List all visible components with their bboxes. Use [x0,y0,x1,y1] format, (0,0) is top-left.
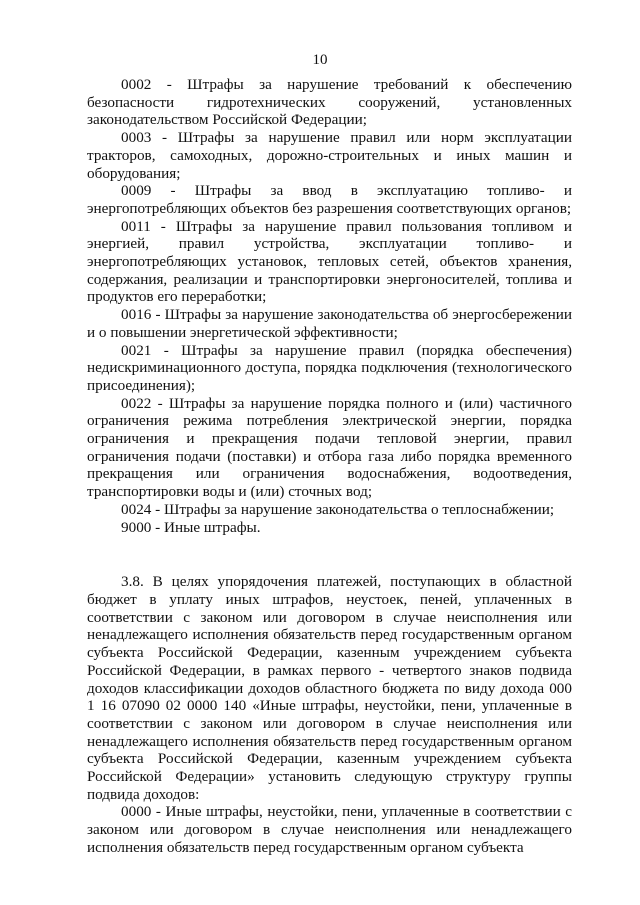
document-body [87,76,572,857]
page-number: 10 [312,52,328,68]
item-0002: 0002 - Штрафы за нарушение требований к обеспечению безопасности гидротехнических сооружений, установленных законодательством Российской Федерации; [87,76,572,129]
item-0000: 0000 - Иные штрафы, неустойки, пени, уплаченные в соответствии с законом или договором в случае неисполнения или ненадлежащего исполнения обязательств перед государственным органом субъекта [87,803,572,856]
item-0021: 0021 - Штрафы за нарушение правил (порядка обеспечения) недискриминационного доступа, порядка подключения (технологического присоединения); [87,341,572,394]
item-0024: 0024 - Штрафы за нарушение законодательства о теплоснабжении; [121,500,555,518]
item-0011: 0011 - Штрафы за нарушение правил пользования топливом и энергией, правил устройства, эксплуатации топливо- и энергопотребляющих установок, тепловых сетей, объектов хранения, содержания, реализации и транспортировки энергоносителей, топлива и продуктов его переработки; [87,217,572,306]
item-0022: 0022 - Штрафы за нарушение порядка полного и (или) частичного ограничения режима потребления электрической энергии, порядка ограничения и прекращения подачи тепловой энергии, правил ограничения подачи (поставки) и отбора газа либо порядка временного прекращения или ограничения водоснабжения, водоотведения, транспортировки воды и (или) сточных вод; [87,394,572,501]
item-9000: 9000 - Иные штрафы. [121,518,261,536]
section-3-8: 3.8. В целях упорядочения платежей, поступающих в областной бюджет в уплату иных штрафов, неустоек, пеней, уплаченных в соответствии с законом или договором в случае неисполнения или ненадлежащего исполнения обязательств перед государственным органом субъекта Российской Федерации, казенным учреждением субъекта Российской Федерации, в рамках первого - четвертого знаков подвида доходов классификации доходов областного бюджета по виду дохода 000 1 16 07090 02 0000 140 «Иные штрафы, неустойки, пени, уплаченные в соответствии с законом или договором в случае неисполнения или ненадлежащего исполнения обязательств перед государственным органом субъекта Российской Федерации, казенным учреждением субъекта Российской Федерации» установить следующую структуру группы подвида доходов: [87,573,572,803]
item-0003: 0003 - Штрафы за нарушение правил или норм эксплуатации тракторов, самоходных, дорожно-строительных и иных машин и оборудования; [87,129,572,182]
item-0009: 0009 - Штрафы за ввод в эксплуатацию топливо- и энергопотребляющих объектов без разрешения соответствующих органов; [87,182,572,217]
item-0016: 0016 - Штрафы за нарушение законодательства об энергосбережении и о повышении энергетической эффективности; [87,306,572,341]
